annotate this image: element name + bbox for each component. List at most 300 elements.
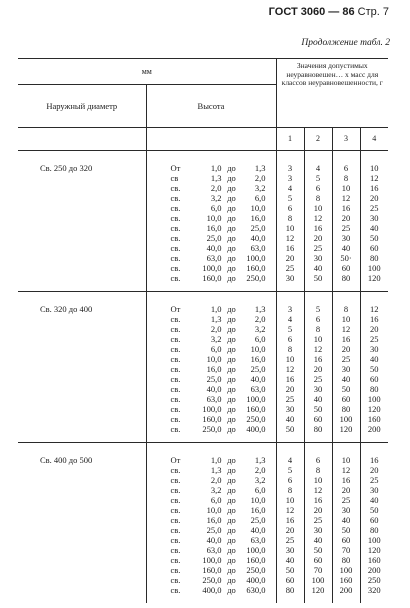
- mass-value: 12: [285, 233, 295, 243]
- mass-value: 40: [370, 354, 379, 364]
- height-range: [171, 193, 276, 203]
- mass-value: 25: [285, 535, 295, 545]
- mass-value: 70: [341, 545, 351, 555]
- height-to: 160,0: [246, 404, 266, 414]
- height-range: [171, 535, 276, 545]
- outer-diameter-cell: Св. 320 до 400: [18, 292, 146, 443]
- mass-value: 8: [287, 213, 293, 223]
- height-to: 2,0: [254, 314, 266, 324]
- height-to: 16,0: [250, 505, 266, 515]
- mass-value: 8: [315, 324, 321, 334]
- mass-value: 6: [287, 203, 293, 213]
- height-to: 250,0: [246, 565, 266, 575]
- table-row-group: [18, 151, 388, 292]
- height-to-word: до: [227, 193, 236, 203]
- height-to-word: до: [227, 314, 236, 324]
- height-prefix: св.: [170, 263, 181, 273]
- height-to: 16,0: [250, 354, 266, 364]
- height-from: 1,0: [210, 455, 222, 465]
- mass-value: 16: [370, 455, 379, 465]
- height-to-word: до: [227, 253, 236, 263]
- mass-value: 30: [370, 344, 379, 354]
- mass-value: 50: [370, 505, 379, 515]
- mass-value: 30: [370, 485, 379, 495]
- class-1-header: 1: [276, 128, 304, 151]
- unit-header: мм: [18, 59, 276, 85]
- height-to-word: до: [227, 585, 236, 595]
- height-to-word: до: [227, 273, 236, 283]
- height-ranges-cell: [146, 443, 276, 604]
- height-prefix: св.: [170, 344, 181, 354]
- height-to-word: до: [227, 505, 236, 515]
- height-from: 2,0: [210, 475, 222, 485]
- mass-value: 30: [313, 384, 323, 394]
- height-to-word: до: [227, 243, 236, 253]
- height-to-word: до: [227, 455, 236, 465]
- height-to-word: до: [227, 485, 236, 495]
- height-range: [171, 465, 276, 475]
- mass-value: 12: [341, 193, 351, 203]
- mass-value: 60: [313, 555, 323, 565]
- mass-value: 160: [339, 575, 353, 585]
- height-from: 100,0: [202, 555, 222, 565]
- class-4-values-cell: [360, 292, 388, 443]
- height-range: [171, 374, 276, 384]
- mass-value: 100: [367, 535, 381, 545]
- mass-value: 12: [341, 324, 351, 334]
- height-prefix: св.: [170, 505, 181, 515]
- height-to: 10,0: [250, 495, 266, 505]
- class-4-values-cell: [360, 151, 388, 292]
- height-to-word: до: [227, 475, 236, 485]
- mass-value: 20: [313, 364, 323, 374]
- mass-value: 25: [341, 223, 351, 233]
- mass-value: 30: [313, 253, 323, 263]
- height-to: 63,0: [250, 243, 266, 253]
- class-3-values-cell: [332, 151, 360, 292]
- page-number: Стр. 7: [357, 6, 389, 18]
- height-to-word: до: [227, 163, 236, 173]
- mass-value: 120: [311, 585, 325, 595]
- mass-value: 60: [341, 263, 351, 273]
- mass-value: 120: [367, 404, 381, 414]
- mass-value: 40: [313, 535, 323, 545]
- height-to: 3,2: [254, 475, 266, 485]
- mass-value: 16: [313, 354, 323, 364]
- mass-value: 12: [370, 173, 379, 183]
- mass-value: 50: [285, 565, 295, 575]
- height-to-word: до: [227, 404, 236, 414]
- height-range: [171, 424, 276, 434]
- mass-value: 25: [285, 263, 295, 273]
- height-prefix: св.: [170, 193, 181, 203]
- height-to-word: до: [227, 495, 236, 505]
- height-prefix: св.: [170, 243, 181, 253]
- height-range: [171, 344, 276, 354]
- height-to-word: до: [227, 183, 236, 193]
- mass-value: 60: [285, 575, 295, 585]
- height-prefix: св.: [170, 314, 181, 324]
- mass-value: 30: [341, 233, 351, 243]
- height-from: 25,0: [206, 374, 222, 384]
- class-1-values-cell: [276, 292, 304, 443]
- mass-value: 5: [315, 304, 321, 314]
- mass-value: 50: [370, 233, 379, 243]
- height-from: 1,3: [210, 173, 222, 183]
- mass-value: 20: [370, 324, 379, 334]
- mass-value: 20: [341, 213, 351, 223]
- mass-value: 60: [341, 394, 351, 404]
- mass-value: 40: [341, 515, 351, 525]
- mass-value: 6: [343, 163, 349, 173]
- height-prefix: св.: [170, 394, 181, 404]
- height-prefix: св.: [170, 485, 181, 495]
- height-range: [171, 555, 276, 565]
- height-range: [171, 314, 276, 324]
- height-to: 40,0: [250, 374, 266, 384]
- mass-value: 100: [367, 394, 381, 404]
- mass-value: 20: [370, 193, 379, 203]
- height-range: [171, 324, 276, 334]
- mass-value: 10: [341, 314, 351, 324]
- mass-value: 80: [341, 555, 351, 565]
- height-prefix: св.: [170, 495, 181, 505]
- height-prefix: св: [170, 173, 179, 183]
- height-prefix: св.: [170, 424, 181, 434]
- height-from: 1,0: [210, 163, 222, 173]
- height-from: 160,0: [202, 273, 222, 283]
- height-from: 3,2: [210, 334, 222, 344]
- height-to-word: до: [227, 374, 236, 384]
- mass-value: 25: [370, 203, 379, 213]
- height-to: 400,0: [246, 424, 266, 434]
- height-to-word: до: [227, 324, 236, 334]
- height-range: [171, 515, 276, 525]
- height-prefix: св.: [170, 465, 181, 475]
- mass-value: 250: [367, 575, 381, 585]
- height-from: 160,0: [202, 565, 222, 575]
- mass-value: 12: [285, 364, 295, 374]
- mass-value: 16: [313, 495, 323, 505]
- mass-value: 30: [285, 404, 295, 414]
- mass-value: 30: [341, 505, 351, 515]
- class-2-values-cell: [304, 292, 332, 443]
- height-from: 40,0: [206, 535, 222, 545]
- mass-value: 8: [343, 173, 349, 183]
- mass-value: 25: [313, 243, 323, 253]
- height-prefix: св.: [170, 475, 181, 485]
- height-range: [171, 575, 276, 585]
- height-range: [171, 213, 276, 223]
- height-prefix: св.: [170, 565, 181, 575]
- mass-value: 40: [341, 374, 351, 384]
- height-range: [171, 233, 276, 243]
- outer-diameter-cell: Св. 250 до 320: [18, 151, 146, 292]
- height-to: 6,0: [254, 193, 266, 203]
- mass-value: 30: [341, 364, 351, 374]
- mass-value: 16: [285, 243, 295, 253]
- mass-value: 40: [313, 263, 323, 273]
- height-from: 40,0: [206, 384, 222, 394]
- mass-value: 25: [370, 334, 379, 344]
- height-to-word: до: [227, 535, 236, 545]
- height-to: 6,0: [254, 485, 266, 495]
- height-from: 10,0: [206, 213, 222, 223]
- height-to: 25,0: [250, 515, 266, 525]
- mass-value: 50·: [340, 253, 352, 263]
- mass-value: 16: [341, 475, 351, 485]
- mass-value: 5: [287, 324, 293, 334]
- height-ranges-cell: [146, 292, 276, 443]
- height-to: 100,0: [246, 545, 266, 555]
- height-to: 160,0: [246, 555, 266, 565]
- mass-value: 6: [287, 334, 293, 344]
- height-to-word: до: [227, 525, 236, 535]
- mass-value: 40: [285, 414, 295, 424]
- mass-value: 12: [313, 485, 323, 495]
- mass-value: 10: [285, 223, 295, 233]
- mass-value: 60: [341, 535, 351, 545]
- mass-value: 10: [313, 203, 323, 213]
- height-prefix: св.: [170, 273, 181, 283]
- height-to: 100,0: [246, 253, 266, 263]
- mass-value: 20: [313, 505, 323, 515]
- mass-value: 160: [367, 555, 381, 565]
- mass-value: 40: [370, 223, 379, 233]
- height-to-word: до: [227, 304, 236, 314]
- height-to-word: до: [227, 203, 236, 213]
- height-from: 250,0: [202, 575, 222, 585]
- mass-value: 16: [370, 183, 379, 193]
- mass-value: 20: [285, 384, 295, 394]
- class-1-values-cell: [276, 151, 304, 292]
- mass-value: 12: [313, 213, 323, 223]
- mass-value: 20: [313, 233, 323, 243]
- height-from: 100,0: [202, 263, 222, 273]
- height-range: [171, 163, 276, 173]
- height-range: [171, 404, 276, 414]
- height-from: 3,2: [210, 485, 222, 495]
- height-to-word: до: [227, 555, 236, 565]
- height-to: 40,0: [250, 525, 266, 535]
- height-prefix: св.: [170, 404, 181, 414]
- height-to: 400,0: [246, 575, 266, 585]
- mass-value: 30: [370, 213, 379, 223]
- mass-value: 70: [313, 565, 323, 575]
- diameter-header: Наружный диаметр: [18, 85, 146, 128]
- mass-value: 3: [287, 163, 293, 173]
- mass-value: 50: [313, 273, 323, 283]
- height-to-word: до: [227, 364, 236, 374]
- mass-value: 12: [341, 465, 351, 475]
- height-prefix: св.: [170, 203, 181, 213]
- height-to: 40,0: [250, 233, 266, 243]
- mass-value: 40: [341, 243, 351, 253]
- height-prefix: св.: [170, 213, 181, 223]
- mass-value: 100: [339, 414, 353, 424]
- height-range: [171, 183, 276, 193]
- height-to-word: до: [227, 515, 236, 525]
- height-range: [171, 394, 276, 404]
- height-from: 16,0: [206, 223, 222, 233]
- height-range: [171, 354, 276, 364]
- height-from: 1,3: [210, 465, 222, 475]
- height-ranges-cell: [146, 151, 276, 292]
- class-2-values-cell: [304, 151, 332, 292]
- height-to: 3,2: [254, 324, 266, 334]
- mass-value: 4: [287, 455, 293, 465]
- standard-title: ГОСТ 3060 — 86: [268, 6, 355, 18]
- height-from: 160,0: [202, 414, 222, 424]
- height-to-word: до: [227, 213, 236, 223]
- mass-value: 10: [341, 183, 351, 193]
- mass-value: 8: [343, 304, 349, 314]
- mass-value: 50: [285, 424, 295, 434]
- mass-value: 16: [341, 203, 351, 213]
- height-to-word: до: [227, 233, 236, 243]
- height-to-word: до: [227, 344, 236, 354]
- mass-value: 4: [287, 314, 293, 324]
- height-to: 6,0: [254, 334, 266, 344]
- class-1-values-cell: [276, 443, 304, 604]
- height-from: 400,0: [202, 585, 222, 595]
- mass-value: 8: [315, 465, 321, 475]
- height-to-word: до: [227, 424, 236, 434]
- mass-value: 120: [339, 424, 353, 434]
- height-range: [171, 223, 276, 233]
- mass-value: 16: [285, 515, 295, 525]
- height-prefix: св.: [170, 384, 181, 394]
- height-from: 1,3: [210, 314, 222, 324]
- mass-value: 25: [341, 354, 351, 364]
- mass-value: 80: [313, 424, 323, 434]
- mass-value: 12: [370, 304, 379, 314]
- height-prefix: св.: [170, 525, 181, 535]
- mass-value: 5: [315, 173, 321, 183]
- mass-value: 20: [341, 485, 351, 495]
- mass-value: 25: [341, 495, 351, 505]
- mass-value: 160: [367, 414, 381, 424]
- mass-value: 25: [370, 475, 379, 485]
- height-from: 10,0: [206, 505, 222, 515]
- mass-value: 6: [287, 475, 293, 485]
- height-range: [171, 414, 276, 424]
- height-range: [171, 173, 276, 183]
- mass-value: 4: [287, 183, 293, 193]
- height-range: [171, 364, 276, 374]
- height-from: 16,0: [206, 364, 222, 374]
- mass-value: 50: [313, 404, 323, 414]
- mass-value: 10: [285, 354, 295, 364]
- mass-value: 20: [370, 465, 379, 475]
- mass-value: 16: [285, 374, 295, 384]
- height-range: [171, 585, 276, 595]
- mass-value: 200: [339, 585, 353, 595]
- height-prefix: св.: [170, 585, 181, 595]
- mass-value: 10: [313, 334, 323, 344]
- height-prefix: св.: [170, 223, 181, 233]
- mass-value: 16: [370, 314, 379, 324]
- balancing-table: [18, 58, 388, 603]
- height-to: 25,0: [250, 364, 266, 374]
- mass-value: 6: [315, 183, 321, 193]
- height-to: 100,0: [246, 394, 266, 404]
- height-prefix: св.: [170, 555, 181, 565]
- class-2-values-cell: [304, 443, 332, 604]
- mass-value: 20: [341, 344, 351, 354]
- mass-value: 5: [287, 193, 293, 203]
- height-from: 6,0: [210, 344, 222, 354]
- mass-value: 120: [367, 273, 381, 283]
- height-range: [171, 203, 276, 213]
- height-prefix: От: [170, 455, 181, 465]
- mass-value: 8: [287, 485, 293, 495]
- mass-value: 60: [370, 374, 379, 384]
- height-to: 1,3: [254, 455, 266, 465]
- mass-value: 10: [370, 163, 379, 173]
- height-header: Высота: [146, 85, 276, 128]
- height-prefix: св.: [170, 545, 181, 555]
- height-to: 160,0: [246, 263, 266, 273]
- class-3-header: 3: [332, 128, 360, 151]
- height-from: 1,0: [210, 304, 222, 314]
- height-prefix: св.: [170, 575, 181, 585]
- height-from: 2,0: [210, 324, 222, 334]
- class-3-values-cell: [332, 443, 360, 604]
- height-to: 10,0: [250, 344, 266, 354]
- mass-value: 30: [285, 273, 295, 283]
- mass-value: 10: [341, 455, 351, 465]
- mass-value: 60: [370, 243, 379, 253]
- height-prefix: св.: [170, 354, 181, 364]
- mass-value: 60: [370, 515, 379, 525]
- height-to: 3,2: [254, 183, 266, 193]
- height-range: [171, 565, 276, 575]
- height-to: 1,3: [254, 304, 266, 314]
- height-range: [171, 525, 276, 535]
- mass-value: 5: [287, 465, 293, 475]
- height-prefix: св.: [170, 374, 181, 384]
- height-prefix: св.: [170, 535, 181, 545]
- mass-value: 30: [313, 525, 323, 535]
- mass-value: 16: [313, 223, 323, 233]
- height-range: [171, 273, 276, 283]
- height-to-word: до: [227, 414, 236, 424]
- height-to-word: до: [227, 565, 236, 575]
- mass-value: 100: [339, 565, 353, 575]
- mass-value: 50: [313, 545, 323, 555]
- height-to: 25,0: [250, 223, 266, 233]
- mass-value: 16: [341, 334, 351, 344]
- height-range: [171, 545, 276, 555]
- height-to-word: до: [227, 545, 236, 555]
- height-range: [171, 384, 276, 394]
- height-range: [171, 505, 276, 515]
- mass-value: 30: [285, 545, 295, 555]
- height-prefix: св.: [170, 324, 181, 334]
- height-to: 10,0: [250, 203, 266, 213]
- height-prefix: св.: [170, 253, 181, 263]
- height-from: 25,0: [206, 233, 222, 243]
- height-to: 630,0: [246, 585, 266, 595]
- mass-value: 80: [370, 384, 379, 394]
- height-range: [171, 485, 276, 495]
- mass-value: 200: [367, 424, 381, 434]
- height-range: [171, 455, 276, 465]
- height-to: 2,0: [254, 173, 266, 183]
- height-prefix: св.: [170, 183, 181, 193]
- height-range: [171, 263, 276, 273]
